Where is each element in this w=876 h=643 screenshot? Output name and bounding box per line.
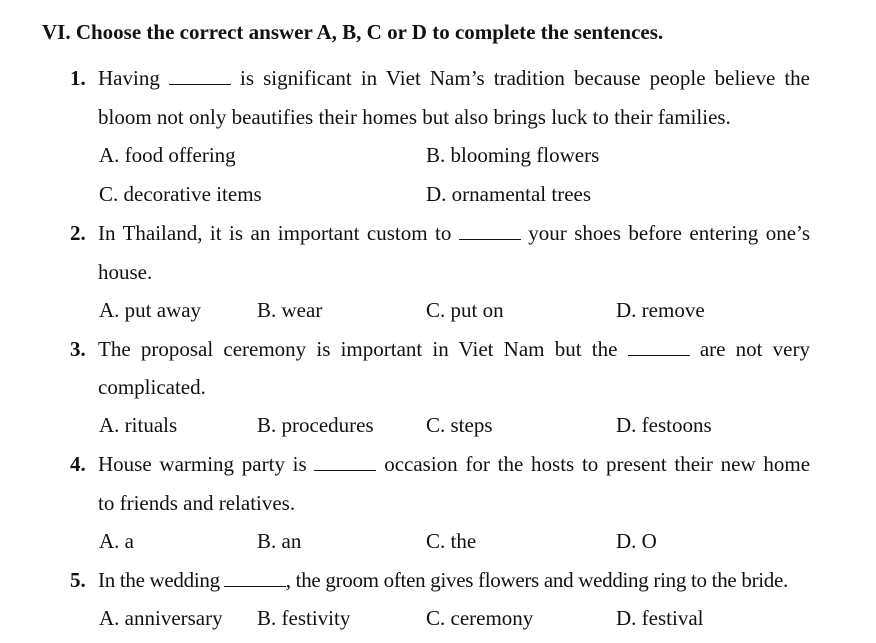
question-5-option-c: C. ceremony (426, 606, 534, 630)
question-4-blank (314, 452, 376, 471)
question-1-text-before: Having (98, 66, 160, 90)
question-3-option-c: C. steps (426, 413, 493, 437)
question-2-option-a: A. put away (99, 298, 202, 322)
question-3-text-after: are not very (699, 337, 810, 361)
question-3-line-1 (98, 337, 810, 362)
question-5-option-b: B. festivity (257, 606, 351, 630)
question-4-option-a: A. a (99, 529, 134, 553)
question-3-option-d: D. festoons (616, 413, 712, 437)
question-2-blank (459, 221, 521, 240)
question-4-line-2: to friends and relatives. (98, 491, 296, 515)
section-heading: VI. Choose the correct answer A, B, C or D to complete the sentences. (42, 20, 664, 44)
question-3-option-b: B. procedures (257, 413, 374, 437)
question-5-text-after: , the groom often gives flowers and wedding ring to the bride. (285, 568, 788, 592)
question-2-text-after: your shoes before entering one’s (528, 221, 811, 245)
question-5-option-d: D. festival (616, 606, 704, 630)
question-4-option-b: B. an (257, 529, 302, 553)
question-5-line-1 (98, 568, 810, 593)
question-5-option-a: A. anniversary (99, 606, 223, 630)
question-2-text-before: In Thailand, it is an important custom to (98, 221, 452, 245)
question-2-line-1 (98, 221, 810, 246)
question-4-line-1 (98, 452, 810, 477)
question-5-number: 5. (70, 568, 86, 592)
question-2-line-2: house. (98, 260, 153, 284)
question-2-number: 2. (70, 221, 86, 245)
question-1-option-b: B. blooming flowers (426, 143, 600, 167)
question-4-option-c: C. the (426, 529, 477, 553)
question-2-option-c: C. put on (426, 298, 504, 322)
question-3-text-before: The proposal ceremony is important in Viet Nam but the (98, 337, 618, 361)
question-5-text-before: In the wedding (98, 568, 220, 592)
question-4-text-after: occasion for the hosts to present their new home (384, 452, 811, 476)
question-1-blank (169, 66, 231, 85)
question-1-line-1 (98, 66, 810, 91)
question-4-number: 4. (70, 452, 86, 476)
question-3-line-2: complicated. (98, 375, 206, 399)
question-1-option-a: A. food offering (99, 143, 236, 167)
question-1-line-2: bloom not only beautifies their homes but also brings luck to their families. (98, 105, 731, 129)
question-5-blank (224, 568, 286, 587)
question-4-text-before: House warming party is (98, 452, 307, 476)
question-3-number: 3. (70, 337, 86, 361)
question-3-option-a: A. rituals (99, 413, 178, 437)
question-2-option-d: D. remove (616, 298, 705, 322)
question-1-number: 1. (70, 66, 86, 90)
question-1-option-c: C. decorative items (99, 182, 262, 206)
question-1-text-after: is significant in Viet Nam’s tradition because people believe the (240, 66, 811, 90)
question-1-option-d: D. ornamental trees (426, 182, 592, 206)
question-3-blank (628, 337, 690, 356)
question-4-option-d: D. O (616, 529, 657, 553)
question-2-option-b: B. wear (257, 298, 323, 322)
